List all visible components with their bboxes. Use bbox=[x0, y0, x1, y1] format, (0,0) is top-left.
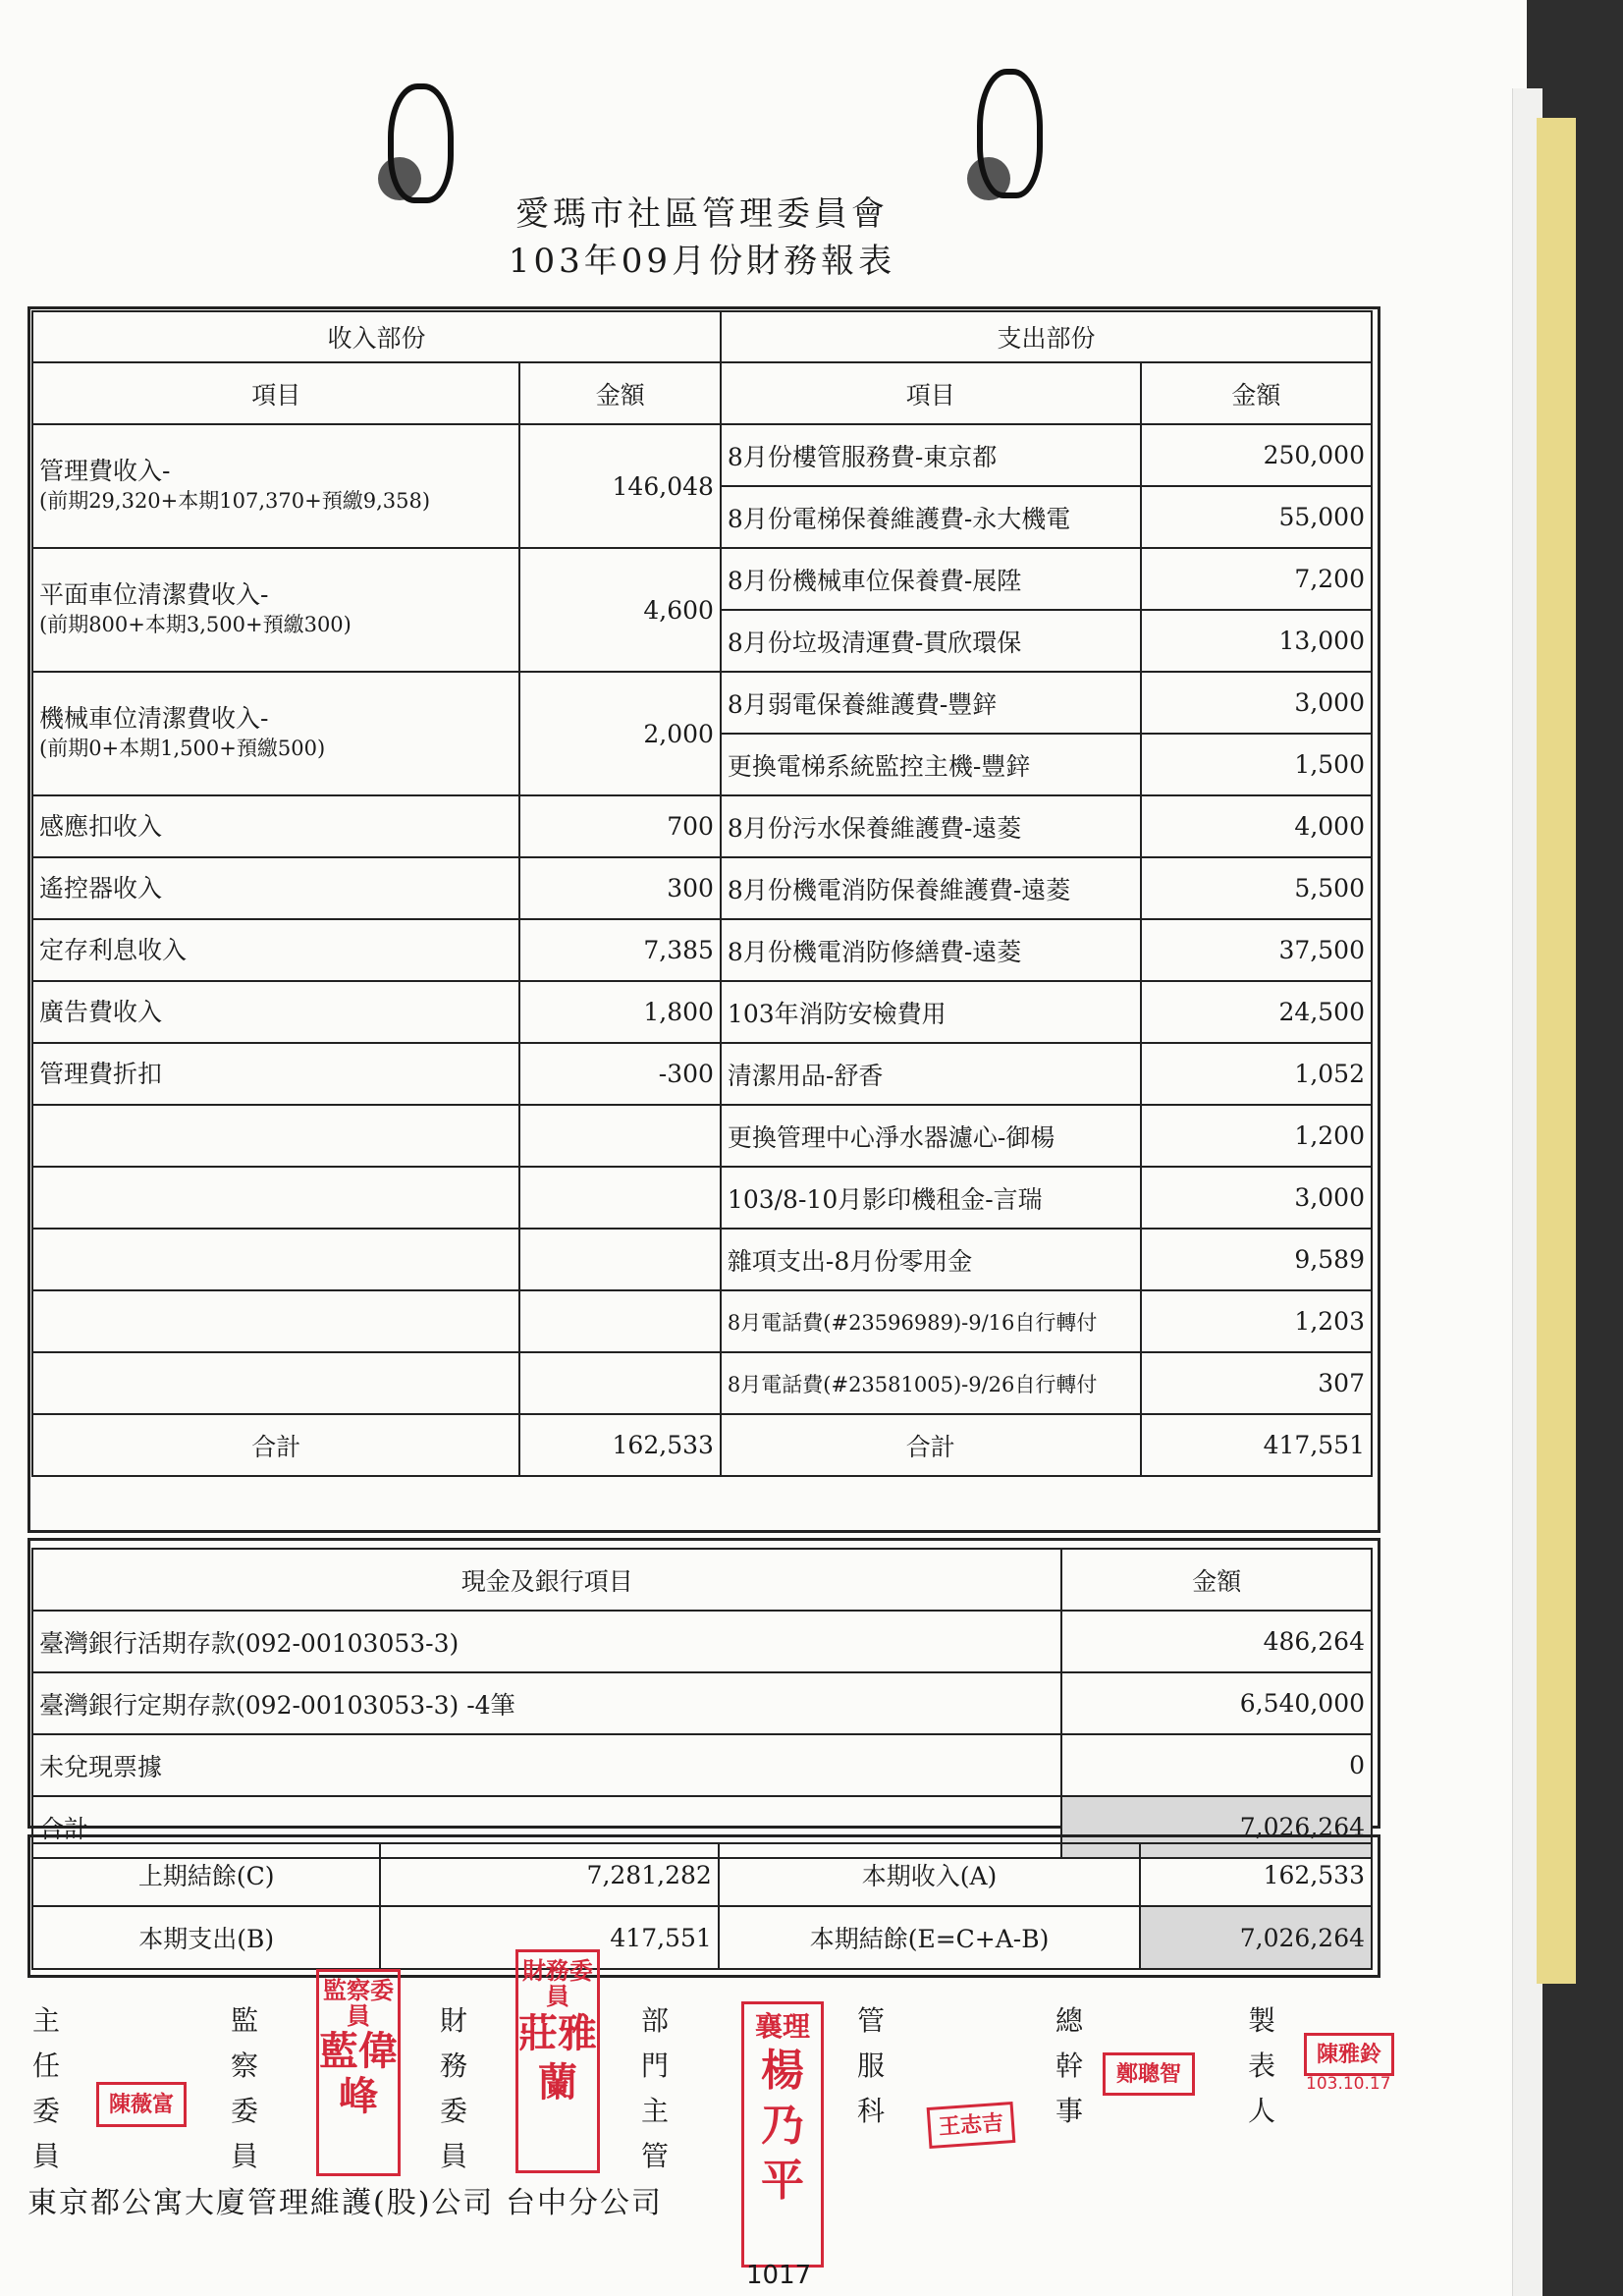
signature-role-char: 服 bbox=[856, 2050, 885, 2082]
expense-total-label: 合計 bbox=[721, 1414, 1141, 1476]
expense-amount: 1,200 bbox=[1141, 1105, 1372, 1167]
income-item-label: 定存利息收入 bbox=[39, 935, 188, 964]
signature-role-char: 任 bbox=[31, 2050, 60, 2082]
period-income-label: 本期收入(A) bbox=[719, 1843, 1140, 1906]
bank-total-amount: 7,026,264 bbox=[1061, 1796, 1372, 1858]
income-amount bbox=[519, 1290, 720, 1352]
bank-items-header: 現金及銀行項目 bbox=[32, 1549, 1061, 1611]
bank-row-amount: 6,540,000 bbox=[1061, 1672, 1372, 1734]
income-amount bbox=[519, 1229, 720, 1290]
income-item bbox=[32, 1167, 519, 1229]
manager-stamp-title: 襄理 bbox=[754, 2010, 810, 2043]
end-balance-amount: 7,026,264 bbox=[1140, 1906, 1372, 1969]
expense-item: 8月份機電消防保養維護費-遠菱 bbox=[721, 857, 1141, 919]
expense-section-header: 支出部份 bbox=[721, 311, 1372, 362]
period-income-amount: 162,533 bbox=[1140, 1843, 1372, 1906]
income-item-label: 感應扣收入 bbox=[39, 811, 163, 841]
income-amount: 4,600 bbox=[519, 548, 720, 672]
signature-role-char: 委 bbox=[439, 2095, 467, 2127]
signature-role-char: 部 bbox=[640, 2004, 669, 2037]
expense-amount: 3,000 bbox=[1141, 1167, 1372, 1229]
table-row bbox=[32, 1229, 1372, 1290]
signature-role-char: 科 bbox=[856, 2095, 885, 2127]
signature-role-char: 門 bbox=[640, 2050, 669, 2082]
signature-role-char: 務 bbox=[439, 2050, 467, 2082]
binding-string-left bbox=[388, 83, 454, 203]
expense-amount: 4,000 bbox=[1141, 795, 1372, 857]
income-amount: 300 bbox=[519, 857, 720, 919]
signature-role-char: 監 bbox=[230, 2004, 258, 2037]
finance-stamp bbox=[515, 1949, 600, 2173]
expense-amount: 250,000 bbox=[1141, 424, 1372, 486]
table-row bbox=[32, 1043, 1372, 1105]
prev-balance-label: 上期結餘(C) bbox=[32, 1843, 380, 1906]
income-amount: 2,000 bbox=[519, 672, 720, 795]
expense-amount-header: 金額 bbox=[1141, 362, 1372, 424]
table-row bbox=[32, 981, 1372, 1043]
expense-item: 103年消防安檢費用 bbox=[721, 981, 1141, 1043]
signature-role-char: 委 bbox=[230, 2095, 258, 2127]
auditor-stamp-title: 監察委員 bbox=[323, 1976, 394, 2030]
signature-role-1 bbox=[29, 1998, 63, 2179]
signature-role-5 bbox=[854, 1998, 888, 2134]
finance-stamp-name: 莊雅蘭 bbox=[518, 2010, 597, 2105]
service-stamp: 王志吉 bbox=[927, 2102, 1016, 2149]
table-row bbox=[32, 672, 1372, 734]
expense-item: 8月份垃圾清運費-貫欣環保 bbox=[721, 610, 1141, 672]
expense-total-amount: 417,551 bbox=[1141, 1414, 1372, 1476]
income-expense-table bbox=[31, 310, 1373, 1477]
income-item-label: 廣告費收入 bbox=[39, 997, 163, 1026]
expense-item: 更換電梯系統監控主機-豐鋅 bbox=[721, 734, 1141, 795]
income-total-amount: 162,533 bbox=[519, 1414, 720, 1476]
bank-row-label: 未兌現票據 bbox=[32, 1734, 1061, 1796]
expense-item: 8月電話費(#23596989)-9/16自行轉付 bbox=[721, 1290, 1141, 1352]
income-item bbox=[32, 981, 519, 1043]
table-row bbox=[32, 1352, 1372, 1414]
binding-string-right bbox=[977, 69, 1043, 198]
income-item bbox=[32, 1352, 519, 1414]
expense-item: 清潔用品-舒香 bbox=[721, 1043, 1141, 1105]
bank-amount-header: 金額 bbox=[1061, 1549, 1372, 1611]
expense-item: 8月份污水保養維護費-遠菱 bbox=[721, 795, 1141, 857]
income-item bbox=[32, 1290, 519, 1352]
income-item-detail: (前期29,320+本期107,370+預繳9,358) bbox=[39, 489, 431, 513]
signature-role-char: 總 bbox=[1055, 2004, 1083, 2037]
income-item-header: 項目 bbox=[32, 362, 519, 424]
income-item bbox=[32, 672, 519, 795]
chair-stamp: 陳薇富 bbox=[96, 2082, 187, 2127]
income-item bbox=[32, 919, 519, 981]
bank-row-amount: 0 bbox=[1061, 1734, 1372, 1796]
income-amount: 146,048 bbox=[519, 424, 720, 548]
period-expense-label: 本期支出(B) bbox=[32, 1906, 380, 1969]
income-item bbox=[32, 1043, 519, 1105]
signature-role-char: 幹 bbox=[1055, 2050, 1083, 2082]
report-title: 103年09月份財務報表 bbox=[508, 242, 896, 281]
signature-role-char: 主 bbox=[640, 2095, 669, 2127]
expense-item-header: 項目 bbox=[721, 362, 1141, 424]
table-row bbox=[32, 795, 1372, 857]
income-total-label: 合計 bbox=[32, 1414, 519, 1476]
signature-role-char: 委 bbox=[31, 2095, 60, 2127]
expense-amount: 1,203 bbox=[1141, 1290, 1372, 1352]
income-amount: -300 bbox=[519, 1043, 720, 1105]
income-section-header: 收入部份 bbox=[32, 311, 721, 362]
table-row bbox=[32, 548, 1372, 610]
table-row bbox=[32, 1105, 1372, 1167]
yellow-page-edge bbox=[1537, 118, 1576, 1984]
signature-role-7 bbox=[1245, 1998, 1278, 2134]
table-row bbox=[32, 1167, 1372, 1229]
expense-amount: 7,200 bbox=[1141, 548, 1372, 610]
expense-item: 8月份機械車位保養費-展陞 bbox=[721, 548, 1141, 610]
expense-amount: 55,000 bbox=[1141, 486, 1372, 548]
income-item-label: 機械車位清潔費收入- bbox=[39, 704, 269, 733]
signature-role-2 bbox=[228, 1998, 261, 2179]
table-row bbox=[32, 857, 1372, 919]
expense-item: 8月份機電消防修繕費-遠菱 bbox=[721, 919, 1141, 981]
balance-table bbox=[31, 1842, 1373, 1970]
signature-role-char: 事 bbox=[1055, 2095, 1083, 2127]
table-row bbox=[32, 919, 1372, 981]
income-item bbox=[32, 424, 519, 548]
expense-amount: 37,500 bbox=[1141, 919, 1372, 981]
expense-amount: 3,000 bbox=[1141, 672, 1372, 734]
signature-role-char: 人 bbox=[1247, 2095, 1275, 2127]
expense-item: 103/8-10月影印機租金-言瑞 bbox=[721, 1167, 1141, 1229]
signature-role-6 bbox=[1053, 1998, 1086, 2134]
manager-stamp bbox=[741, 2001, 824, 2268]
signature-role-char: 財 bbox=[439, 2004, 467, 2037]
general-manager-stamp: 鄭聰智 bbox=[1103, 2052, 1195, 2096]
income-item-label: 遙控器收入 bbox=[39, 873, 163, 902]
expense-item: 8月份樓管服務費-東京都 bbox=[721, 424, 1141, 486]
expense-amount: 1,052 bbox=[1141, 1043, 1372, 1105]
signature-role-char: 員 bbox=[230, 2140, 258, 2172]
signature-role-4 bbox=[638, 1998, 672, 2179]
income-amount bbox=[519, 1352, 720, 1414]
income-item bbox=[32, 1229, 519, 1290]
income-item bbox=[32, 857, 519, 919]
income-amount-header: 金額 bbox=[519, 362, 720, 424]
bank-row-label: 臺灣銀行活期存款(092-00103053-3) bbox=[32, 1611, 1061, 1672]
income-item-label: 管理費收入- bbox=[39, 457, 171, 485]
signature-role-char: 員 bbox=[31, 2140, 60, 2172]
income-amount bbox=[519, 1167, 720, 1229]
expense-item: 8月電話費(#23581005)-9/26自行轉付 bbox=[721, 1352, 1141, 1414]
income-item-label: 平面車位清潔費收入- bbox=[39, 580, 269, 609]
income-item bbox=[32, 548, 519, 672]
signature-role-3 bbox=[437, 1998, 470, 2179]
table-row bbox=[32, 424, 1372, 486]
company-footer: 東京都公寓大廈管理維護(股)公司 台中分公司 bbox=[27, 2186, 663, 2220]
income-amount: 7,385 bbox=[519, 919, 720, 981]
expense-amount: 307 bbox=[1141, 1352, 1372, 1414]
income-item bbox=[32, 1105, 519, 1167]
signature-role-char: 管 bbox=[856, 2004, 885, 2037]
expense-amount: 13,000 bbox=[1141, 610, 1372, 672]
income-item bbox=[32, 795, 519, 857]
bank-row-label: 臺灣銀行定期存款(092-00103053-3) -4筆 bbox=[32, 1672, 1061, 1734]
signature-role-char: 製 bbox=[1247, 2004, 1275, 2037]
expense-amount: 1,500 bbox=[1141, 734, 1372, 795]
org-title: 愛瑪市社區管理委員會 bbox=[515, 194, 889, 234]
income-item-detail: (前期800+本期3,500+預繳300) bbox=[39, 613, 352, 636]
signature-role-char: 表 bbox=[1247, 2050, 1275, 2082]
maker-stamp: 陳雅鈴 bbox=[1304, 2033, 1394, 2076]
maker-stamp-date: 103.10.17 bbox=[1306, 2074, 1391, 2094]
bank-total-label: 合計 bbox=[32, 1796, 1061, 1858]
expense-amount: 5,500 bbox=[1141, 857, 1372, 919]
page-number: 1017 bbox=[746, 2261, 812, 2290]
bank-table bbox=[31, 1548, 1373, 1859]
expense-item: 8月份電梯保養維護費-永大機電 bbox=[721, 486, 1141, 548]
signature-role-char: 管 bbox=[640, 2140, 669, 2172]
income-item-detail: (前期0+本期1,500+預繳500) bbox=[39, 737, 326, 760]
income-amount: 700 bbox=[519, 795, 720, 857]
signature-role-char: 員 bbox=[439, 2140, 467, 2172]
income-item-label: 管理費折扣 bbox=[39, 1059, 163, 1088]
end-balance-label: 本期結餘(E=C+A-B) bbox=[719, 1906, 1140, 1969]
auditor-stamp-name: 藍偉峰 bbox=[319, 2028, 398, 2119]
finance-stamp-title: 財務委員 bbox=[522, 1956, 593, 2010]
expense-item: 8月弱電保養維護費-豐鋅 bbox=[721, 672, 1141, 734]
expense-amount: 9,589 bbox=[1141, 1229, 1372, 1290]
manager-stamp-name: 楊乃平 bbox=[761, 2046, 804, 2206]
income-amount: 1,800 bbox=[519, 981, 720, 1043]
signature-role-char: 察 bbox=[230, 2050, 258, 2082]
table-row bbox=[32, 1290, 1372, 1352]
auditor-stamp bbox=[316, 1969, 401, 2176]
period-expense-amount: 417,551 bbox=[380, 1906, 718, 1969]
expense-amount: 24,500 bbox=[1141, 981, 1372, 1043]
expense-item: 雜項支出-8月份零用金 bbox=[721, 1229, 1141, 1290]
expense-item: 更換管理中心淨水器濾心-御楊 bbox=[721, 1105, 1141, 1167]
bank-row-amount: 486,264 bbox=[1061, 1611, 1372, 1672]
signature-role-char: 主 bbox=[31, 2004, 60, 2037]
table-row bbox=[32, 1414, 1372, 1476]
income-amount bbox=[519, 1105, 720, 1167]
prev-balance-amount: 7,281,282 bbox=[380, 1843, 718, 1906]
